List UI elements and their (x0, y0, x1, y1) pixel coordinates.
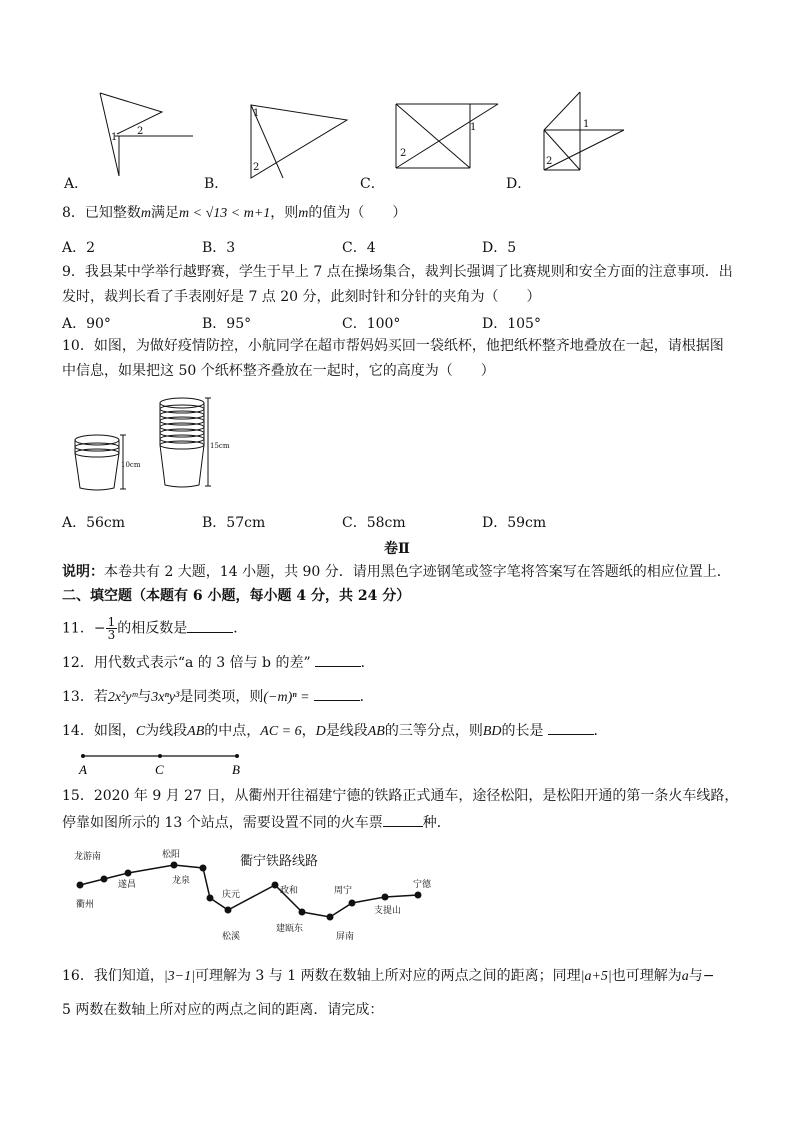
segment-ab-figure (75, 750, 250, 780)
q7-option-c[interactable]: C． (360, 176, 385, 192)
q10-option-a[interactable]: A．56cm (62, 515, 126, 531)
q8-option-c[interactable]: C．4 (342, 240, 376, 256)
fraction: $\frac{1}{3}$ (107, 615, 116, 642)
station-label: 建瓯东 (276, 924, 304, 934)
question-16-line-2: 5 两数在数轴上所对应的两点之间的距离．请完成： (62, 1002, 384, 1018)
angle-label-2: 2 (546, 156, 553, 167)
answer-blank[interactable] (187, 618, 233, 633)
railway-map (70, 845, 450, 945)
angle-label-1: 1 (253, 108, 260, 119)
answer-blank[interactable] (314, 686, 360, 701)
q7-figure-c (394, 100, 504, 180)
station-label: 遂昌 (118, 880, 137, 890)
angle-label-2: 2 (400, 148, 407, 159)
q8-option-a[interactable]: A．2 (62, 240, 96, 256)
q10-option-d[interactable]: D．59cm (482, 515, 547, 531)
question-15-line-2: 停靠如图所示的 13 个站点，需要设置不同的火车票 种． (62, 812, 451, 833)
map-title: 衢宁铁路线路 (240, 854, 319, 869)
section-title: 卷Ⅱ (384, 541, 410, 557)
station-label: 支提山 (374, 906, 402, 916)
q9-option-b[interactable]: B．95° (202, 316, 252, 332)
angle-label-1: 1 (111, 132, 118, 143)
q9-option-a[interactable]: A．90° (62, 316, 111, 332)
point-b-label: B (232, 762, 240, 777)
station-label: 松阳 (162, 850, 181, 860)
question-12: 12．用代数式表示“a 的 3 倍与 b 的差” ． (62, 652, 375, 673)
q8-inequality: m < √13 < m+1 (179, 206, 271, 221)
q8-option-d[interactable]: D．5 (482, 240, 517, 256)
q7-option-b[interactable]: B． (204, 176, 229, 192)
small-stack-height: 10cm (121, 461, 141, 469)
station-label: 庆元 (222, 890, 241, 900)
large-cup-stack (160, 398, 211, 487)
question-11: 11．− $\frac{1}{3}$ 的相反数是 ． (62, 615, 248, 642)
q8-option-b[interactable]: B．3 (202, 240, 236, 256)
station-label: 龙游南 (74, 852, 102, 862)
question-9-line-2: 发时，裁判长看了手表刚好是 7 点 20 分，此刻时针和分针的夹角为（ ） (62, 289, 541, 305)
large-stack-height: 15cm (210, 442, 230, 450)
part-title: 二、填空题（本题有 6 小题，每小题 4 分，共 24 分） (62, 588, 411, 604)
point-a-label: A (79, 762, 87, 777)
station-dots (77, 862, 422, 921)
question-9-line-1: 9．我县某中学举行越野赛，学生于早上 7 点在操场集合，裁判长强调了比赛规则和安全方面的注意事项．出 (62, 264, 733, 280)
q7-option-a[interactable]: A． (64, 176, 89, 192)
q9-option-c[interactable]: C．100° (342, 316, 401, 332)
question-10-line-1: 10．如图，为做好疫情防控，小航同学在超市帮妈妈买回一袋纸杯，他把纸杯整齐地叠放在一起，请根据图 (62, 338, 724, 354)
q7-option-d[interactable]: D． (506, 176, 532, 192)
q10-option-c[interactable]: C．58cm (342, 515, 406, 531)
paper-cups-figure-large (150, 395, 260, 495)
angle-label-1: 1 (470, 122, 477, 133)
question-15-line-1: 15．2020 年 9 月 27 日，从衢州开往福建宁德的铁路正式通车，途径松阳，是松阳开通的第一条火车线路， (62, 788, 739, 804)
station-label: 政和 (280, 886, 299, 896)
section-note: 说明：本卷共有 2 大题，14 小题，共 90 分．请用黑色字迹钢笔或签字笔将答案写在答题纸的相应位置上． (62, 564, 731, 580)
question-14: 14．如图，C为线段AB的中点，AC = 6，D是线段AB的三等分点，则BD的长是 ． (62, 720, 608, 742)
station-label: 屏南 (336, 932, 355, 942)
angle-label-2: 2 (137, 126, 144, 137)
question-10-line-2: 中信息，如果把这 50 个纸杯整齐叠放在一起时，它的高度为（ ） (62, 363, 495, 379)
answer-blank[interactable] (383, 812, 423, 827)
station-label: 松溪 (222, 932, 241, 942)
point-c-label: C (155, 762, 164, 777)
question-8: 8．已知整数m满足m < √13 < m+1，则m的值为（ ） (62, 205, 407, 221)
angle-label-2: 2 (253, 162, 260, 173)
station-label: 龙泉 (172, 876, 191, 886)
q10-option-b[interactable]: B．57cm (202, 515, 266, 531)
angle-label-1: 1 (583, 119, 590, 130)
question-16-line-1: 16．我们知道，|3−1|可理解为 3 与 1 两数在数轴上所对应的两点之间的距离；同理|a+5|也可理解为a与− (62, 968, 715, 984)
q9-option-d[interactable]: D．105° (482, 316, 541, 332)
station-label: 宁德 (413, 880, 432, 890)
answer-blank[interactable] (548, 720, 594, 735)
q7-figure-d (540, 90, 630, 180)
small-cup-stack (75, 435, 126, 490)
q7-figure-a (95, 88, 195, 178)
station-label: 衢州 (76, 900, 95, 910)
q7-figure-b (243, 100, 353, 180)
answer-blank[interactable] (315, 652, 361, 667)
station-label: 周宁 (334, 886, 353, 896)
question-13: 13．若2x²yᵐ与3xⁿy³是同类项，则(−m)ⁿ = ． (62, 686, 374, 708)
